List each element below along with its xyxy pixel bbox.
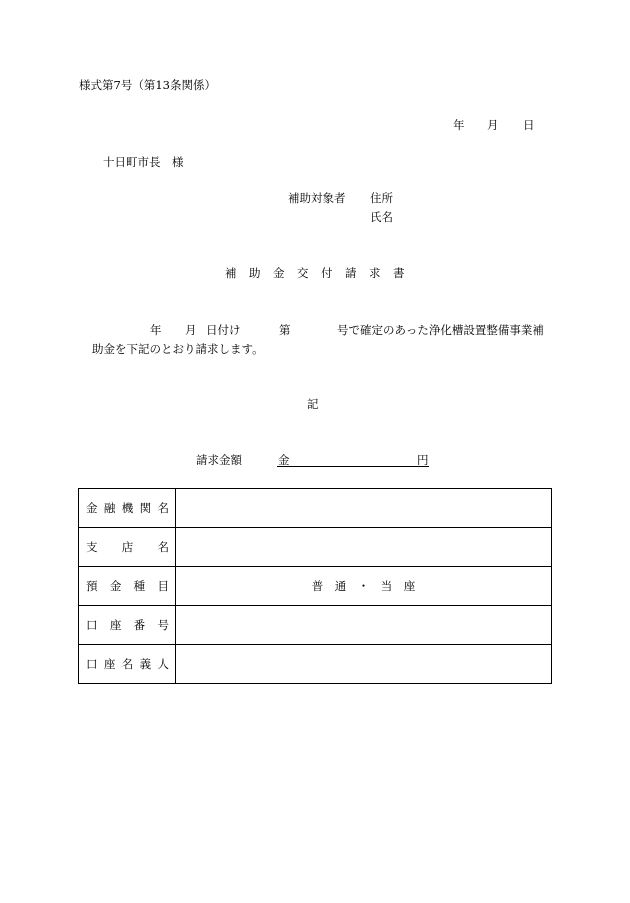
account-number-field[interactable] (176, 606, 552, 645)
label-char: 名 (121, 657, 134, 671)
deposit-type-field[interactable]: 普 通 ・ 当 座 (176, 567, 552, 606)
label-char: 預 (86, 579, 98, 593)
label-char: 関 (139, 501, 152, 515)
title-char: 交 (297, 266, 309, 280)
table-row (79, 489, 552, 528)
table-row (79, 606, 552, 645)
title-char: 請 (345, 266, 357, 280)
label-char: 口 (86, 657, 98, 671)
label-char: 金 (86, 501, 98, 515)
title-char: 求 (369, 266, 381, 280)
amount-label: 請求金額 (196, 453, 242, 467)
label-char: 名 (157, 501, 169, 515)
label-char: 支 (86, 540, 98, 554)
body-dated: 日付け (206, 323, 241, 337)
row-label-account-holder (79, 645, 176, 684)
date-year-label: 年 (453, 118, 465, 132)
financial-institution-field[interactable] (176, 489, 552, 528)
form-number: 様式第7号（第13条関係） (79, 78, 216, 92)
date-day-label: 日 (523, 118, 535, 132)
amount-underline (277, 454, 429, 467)
row-label-financial-institution (79, 489, 176, 528)
ki-label: 記 (307, 397, 319, 411)
body-month: 月 (185, 323, 197, 337)
label-char: 義 (139, 657, 152, 671)
bank-info-table (78, 488, 552, 684)
title-char: 付 (321, 266, 333, 280)
label-char: 号 (157, 618, 169, 632)
row-label-branch (79, 528, 176, 567)
table-row (79, 567, 552, 606)
table-row (79, 645, 552, 684)
label-char: 番 (133, 618, 146, 632)
label-char: 人 (157, 657, 169, 671)
label-char: 融 (103, 501, 116, 515)
label-char: 種 (133, 579, 146, 593)
addressee: 十日町市長 様 (103, 155, 184, 169)
label-char: 金 (109, 579, 122, 593)
address-label: 住所 (370, 191, 393, 205)
body-line2: 助金を下記のとおり請求します。 (92, 342, 264, 356)
account-holder-field[interactable] (176, 645, 552, 684)
label-char: 座 (103, 657, 116, 671)
label-char: 目 (157, 579, 169, 593)
row-label-deposit-type (79, 567, 176, 606)
branch-field[interactable] (176, 528, 552, 567)
amount-prefix: 金 (278, 453, 290, 467)
name-label: 氏名 (370, 210, 393, 224)
label-char: 名 (157, 540, 169, 554)
applicant-label: 補助対象者 (288, 191, 346, 205)
title-char: 助 (249, 266, 261, 280)
table-row (79, 528, 552, 567)
label-char: 店 (121, 540, 134, 554)
row-label-account-number (79, 606, 176, 645)
title-char: 書 (393, 266, 405, 280)
body-number-prefix: 第 (279, 323, 291, 337)
label-char: 機 (121, 501, 134, 515)
label-char: 座 (109, 618, 122, 632)
title-char: 補 (225, 266, 237, 280)
date-month-label: 月 (487, 118, 499, 132)
amount-unit: 円 (417, 453, 429, 467)
label-char: 口 (86, 618, 98, 632)
body-line1-rest: 号で確定のあった浄化槽設置整備事業補 (337, 323, 544, 337)
body-year: 年 (150, 323, 162, 337)
title-char: 金 (273, 266, 285, 280)
